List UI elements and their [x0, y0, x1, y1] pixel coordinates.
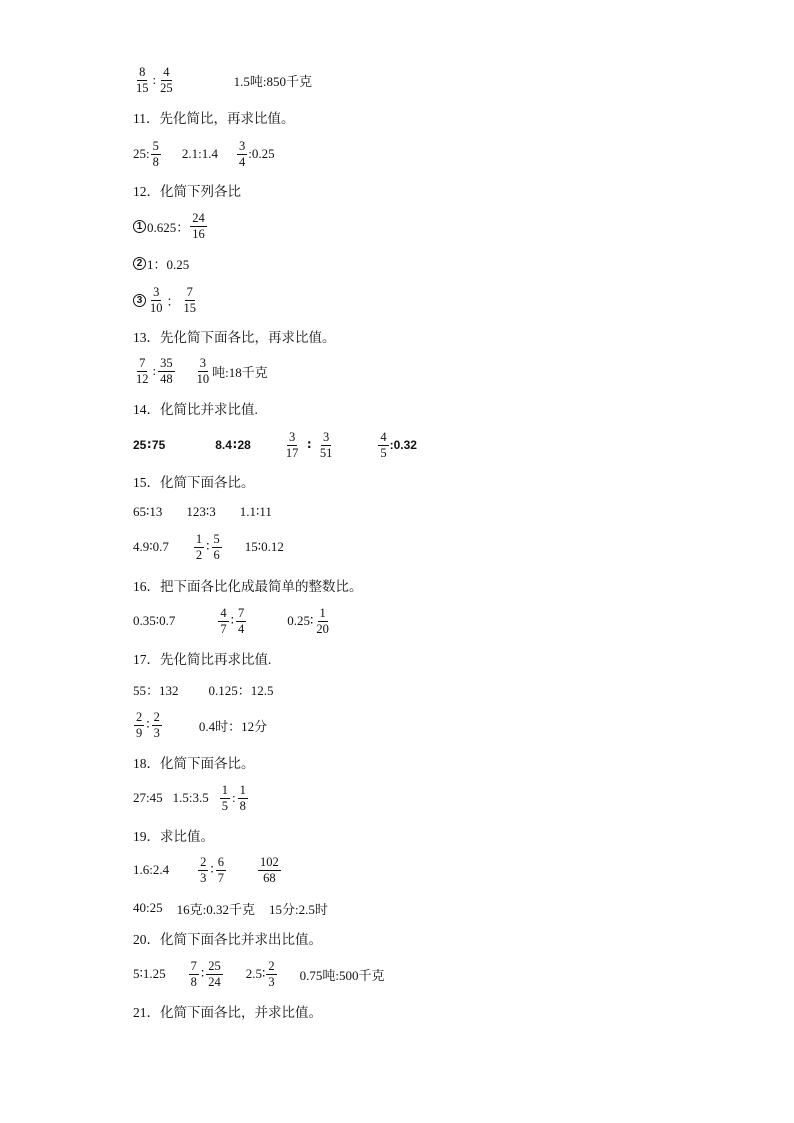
q10-line: $\frac{8}{15}$ : $\frac{4}{25}$ 1.5吨:850千克	[136, 65, 312, 95]
q15-line-2: 4.9∶0.7 $\frac{1}{2}$ ∶ $\frac{5}{6}$ 15∶0.12	[133, 532, 284, 562]
q11-line: 25: $\frac{5}{8}$ 2.1:1.4 $\frac{3}{4}$ :0.25	[133, 139, 275, 169]
q18-line: 27:45 1.5:3.5 $\frac{1}{5}$ : $\frac{1}{8}$	[133, 783, 246, 813]
q12-line-2: 2 1：0.25	[133, 254, 189, 272]
fraction: $\frac{8}{15}$	[136, 65, 149, 95]
circled-number-3: 3	[133, 294, 146, 307]
question-11-title: 11．先化简比，再求比值。	[133, 111, 295, 126]
q13-line: $\frac{7}{12}$ : $\frac{35}{48}$ $\frac{3}{10}$ 吨:18千克	[136, 356, 268, 386]
question-16-title: 16．把下面各比化成最简单的整数比。	[133, 579, 363, 594]
fraction: $\frac{4}{25}$	[160, 65, 173, 95]
question-14-title: 14．化简比并求比值.	[133, 402, 258, 417]
question-17-title: 17．先化简比再求比值.	[133, 652, 272, 667]
question-15-title: 15．化简下面各比。	[133, 475, 255, 490]
question-12-title: 12．化简下列各比	[133, 184, 241, 199]
q12-line-1: 1 0.625： $\frac{24}{16}$	[133, 210, 208, 242]
question-18-title: 18．化简下面各比。	[133, 756, 255, 771]
q15-line-1: 65∶13 123∶3 1.1∶11	[133, 504, 272, 519]
question-21-title: 21．化简下面各比，并求比值。	[133, 1005, 322, 1020]
q17-line-1: 55：132 0.125：12.5	[133, 682, 274, 698]
q16-line: 0.35∶0.7 $\frac{4}{7}$ ∶ $\frac{7}{4}$ 0.25∶ $\frac{1}{20}$	[133, 606, 329, 636]
circled-number-1: 1	[133, 220, 146, 233]
q12-line-3: 3 $\frac{3}{10}$ ： $\frac{7}{15}$	[133, 284, 199, 316]
q17-line-2: $\frac{2}{9}$ ∶ $\frac{2}{3}$ 0.4时：12分	[136, 710, 268, 740]
q14-line: 25 ∶ 75 8.4 ∶ 28 $\frac{3}{17}$ ∶ $\frac{3}{51}$ $\frac{4}{5}$ :0.32	[133, 430, 417, 460]
circled-number-2: 2	[133, 257, 146, 270]
q20-line: 5∶1.25 $\frac{7}{8}$ ∶ $\frac{25}{24}$ 2.5∶ $\frac{2}{3}$ 0.75吨:500千克	[133, 959, 385, 989]
question-20-title: 20．化简下面各比并求出比值。	[133, 932, 322, 947]
q19-line-1: 1.6:2.4 $\frac{2}{3}$ ∶ $\frac{6}{7}$ $\frac{102}{68}$	[133, 855, 279, 885]
ratio-expression: 1.5吨:850千克	[233, 73, 312, 89]
q19-line-2: 40:25 16克:0.32千克 15分:2.5时	[133, 900, 328, 917]
question-19-title: 19．求比值。	[133, 829, 214, 844]
question-13-title: 13．先化简下面各比，再求比值。	[133, 330, 336, 345]
